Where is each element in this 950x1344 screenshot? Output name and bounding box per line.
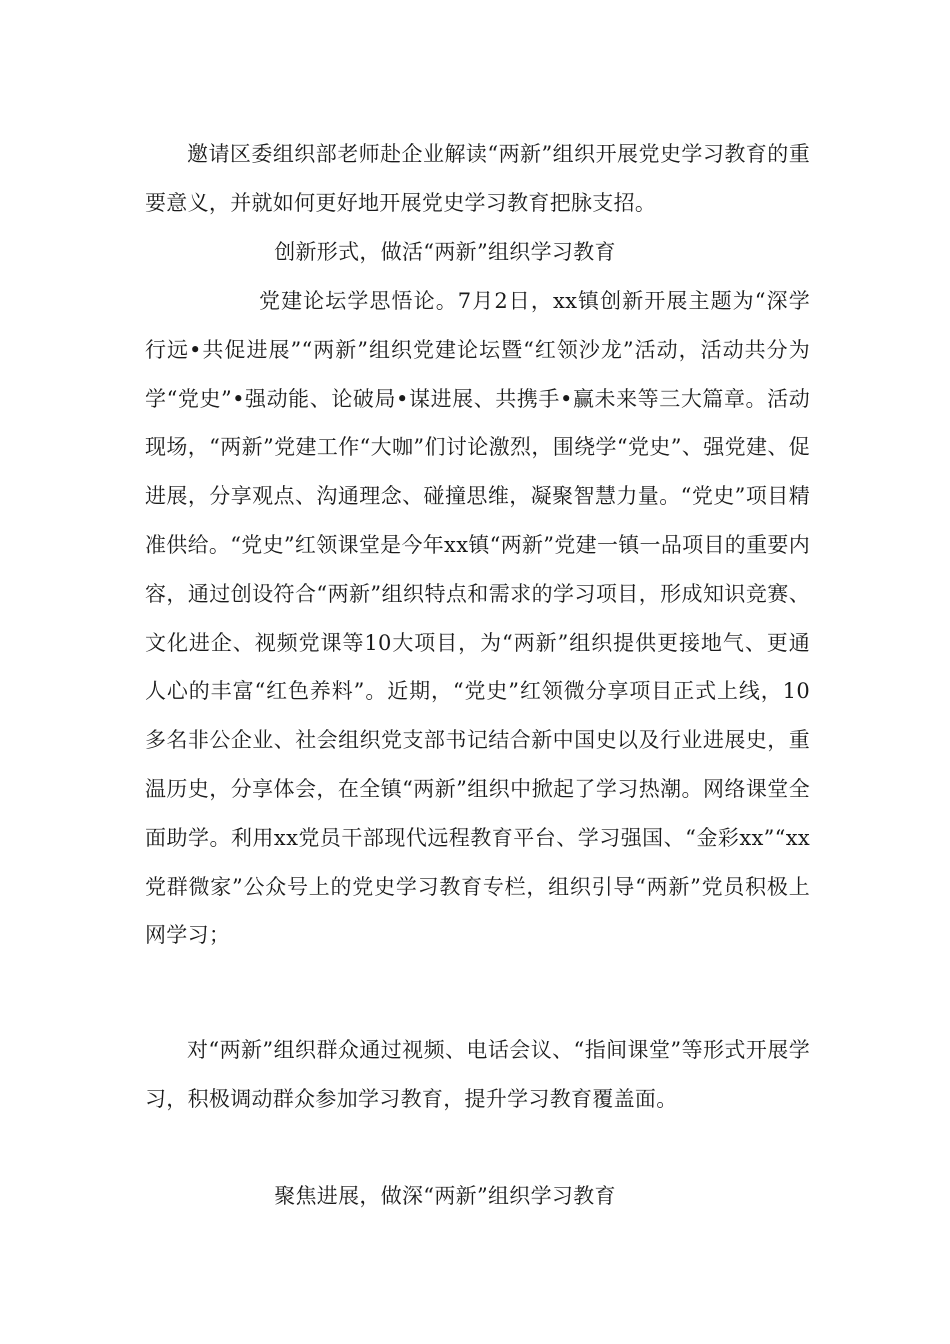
body-paragraph-1: 邀请区委组织部老师赴企业解读“两新”组织开展党史学习教育的重要意义，并就如何更好地开展党史学习教育把脉支招。 [145,142,810,215]
section-heading-2: 聚焦进展，做深“两新”组织学习教育 [274,1184,616,1208]
section-heading-1: 创新形式，做活“两新”组织学习教育 [274,240,616,264]
body-paragraph-3: 对“两新”组织群众通过视频、电话会议、“指间课堂”等形式开展学习，积极调动群众参加学习教育，提升学习教育覆盖面。 [145,1038,810,1111]
body-paragraph-2: 党建论坛学思悟论。7月2日，xx镇创新开展主题为“深学行远•共促进展”“两新”组织党建论坛暨“红领沙龙”活动，活动共分为学“党史”•强动能、论破局•谋进展、共携手•赢未来等三大篇章。活动现场，“两新”党建工作“大咖”们讨论激烈，围绕学“党史”、强党建、促进展，分享观点、沟通理念、碰撞思维，凝聚智慧力量。“党史”项目精准供给。“党史”红领课堂是今年xx镇“两新”党建一镇一品项目的重要内容，通过创设符合“两新”组织特点和需求的学习项目，形成知识竞赛、文化进企、视频党课等10大项目，为“两新”组织提供更接地气、更通人心的丰富“红色养料”。近期，“党史”红领微分享项目正式上线，10多名非公企业、社会组织党支部书记结合新中国史以及行业进展史，重温历史，分享体会，在全镇“两新”组织中掀起了学习热潮。网络课堂全面助学。利用xx党员干部现代远程教育平台、学习强国、“金彩xx”“xx党群微家”公众号上的党史学习教育专栏，组织引导“两新”党员积极上网学习； [145,289,810,948]
